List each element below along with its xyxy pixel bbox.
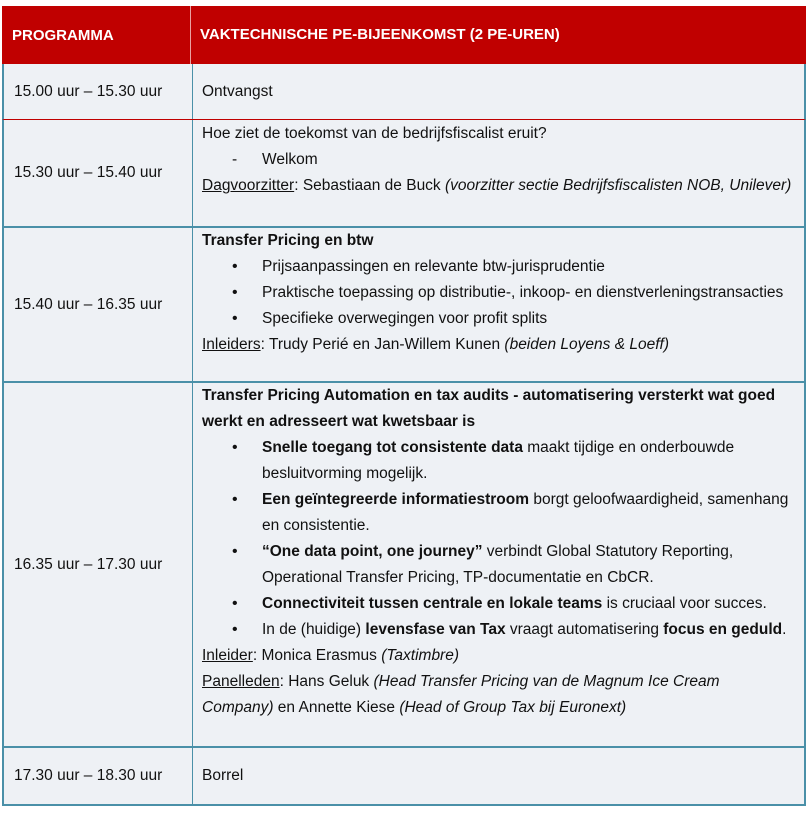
- table-row: [2, 383, 806, 748]
- panel-line: [202, 669, 794, 721]
- bullet-bold: focus en geduld: [663, 621, 783, 638]
- bullet-item: [202, 591, 794, 617]
- bullet-item: [202, 487, 794, 539]
- affiliation: (beiden Loyens & Loeff): [504, 336, 669, 353]
- panel-label: Panelleden: [202, 673, 280, 690]
- header-title: VAKTECHNISCHE PE-BIJEENKOMST (2 PE-UREN): [200, 26, 560, 43]
- bullet-item: • Prijsaanpassingen en relevante btw-jurisprudentie: [202, 254, 794, 280]
- bullet-item: • Praktische toepassing op distributie-, inkoop- en dienstverleningstransacties: [202, 280, 794, 306]
- chair-line: [202, 173, 794, 199]
- speakers-line: [202, 332, 794, 358]
- bullet-list: [202, 254, 794, 332]
- person-name: Hans Geluk: [288, 673, 374, 690]
- row-title: Borrel: [202, 767, 244, 784]
- table-row: [2, 64, 806, 120]
- separator: :: [252, 647, 262, 664]
- row-time: 15.40 uur – 16.35 uur: [4, 228, 193, 381]
- separator: :: [260, 336, 269, 353]
- session-title: Transfer Pricing en btw: [202, 232, 374, 249]
- person-name: Monica Erasmus: [261, 647, 382, 664]
- affiliation: (voorzitter sectie Bedrijfsfiscalisten NOB, Unilever): [445, 177, 792, 194]
- bullet-bold: Snelle toegang tot consistente data: [262, 439, 523, 456]
- bullet-text: .: [782, 621, 787, 638]
- bullet-bold: “One data point, one journey”: [262, 543, 483, 560]
- separator: :: [294, 177, 303, 194]
- table-row: [2, 120, 806, 228]
- affiliation: (Head of Group Tax bij Euronext): [399, 699, 627, 716]
- bullet-bold: Een geïntegreerde informatiestroom: [262, 491, 530, 508]
- dash-item: - Welkom: [202, 147, 794, 173]
- program-table: [2, 6, 806, 806]
- bullet-text: In de (huidige): [262, 621, 366, 638]
- bullet-text: maakt tijdige en onderbouwde besluitvorming mogelijk.: [262, 439, 735, 482]
- row-content: [193, 228, 804, 381]
- person-name: Trudy Perié en Jan-Willem Kunen: [268, 336, 505, 353]
- bullet-item: • Specifieke overwegingen voor profit splits: [202, 306, 794, 332]
- bullet-text: verbindt Global Statutory Reporting, Operational Transfer Pricing, TP-documentatie en CbCR.: [262, 543, 734, 586]
- table-row: [2, 748, 806, 806]
- row-content: [193, 383, 804, 746]
- bullet-item: [202, 435, 794, 487]
- header-programma: PROGRAMMA: [2, 6, 191, 64]
- affiliation: (Taxtimbre): [381, 647, 460, 664]
- row-title: Ontvangst: [202, 82, 273, 100]
- row-time: 16.35 uur – 17.30 uur: [4, 383, 193, 746]
- bullet-text: borgt geloofwaardigheid, samenhang en consistentie.: [262, 491, 789, 534]
- row-content: [193, 120, 804, 226]
- separator: :: [279, 673, 289, 690]
- bullet-bold: levensfase van Tax: [365, 621, 506, 638]
- table-header: [2, 6, 806, 64]
- person-name: en Annette Kiese: [273, 699, 400, 716]
- person-name: Sebastiaan de Buck: [302, 177, 445, 194]
- affiliation: (Head Transfer Pricing van de Magnum Ice Cream Company): [202, 673, 720, 716]
- bullet-text: is cruciaal voor succes.: [602, 595, 767, 612]
- role-label: Dagvoorzitter: [202, 177, 295, 194]
- session-title: Transfer Pricing Automation en tax audits - automatisering versterkt wat goed werkt en adresseert wat kwetsbaar is: [202, 387, 776, 430]
- row-time: 15.30 uur – 15.40 uur: [4, 120, 193, 226]
- row-time: 17.30 uur – 18.30 uur: [4, 748, 193, 804]
- table-row: [2, 228, 806, 383]
- bullet-bold: Connectiviteit tussen centrale en lokale teams: [262, 595, 603, 612]
- role-label: Inleiders: [202, 336, 261, 353]
- bullet-item: [202, 617, 794, 643]
- role-label: Inleider: [202, 647, 253, 664]
- bullet-item: [202, 539, 794, 591]
- session-title: Hoe ziet de toekomst van de bedrijfsfiscalist eruit?: [202, 125, 547, 142]
- bullet-text: vraagt automatisering: [505, 621, 664, 638]
- row-time: 15.00 uur – 15.30 uur: [4, 64, 193, 119]
- bullet-list: [202, 435, 794, 643]
- speaker-line: [202, 643, 794, 669]
